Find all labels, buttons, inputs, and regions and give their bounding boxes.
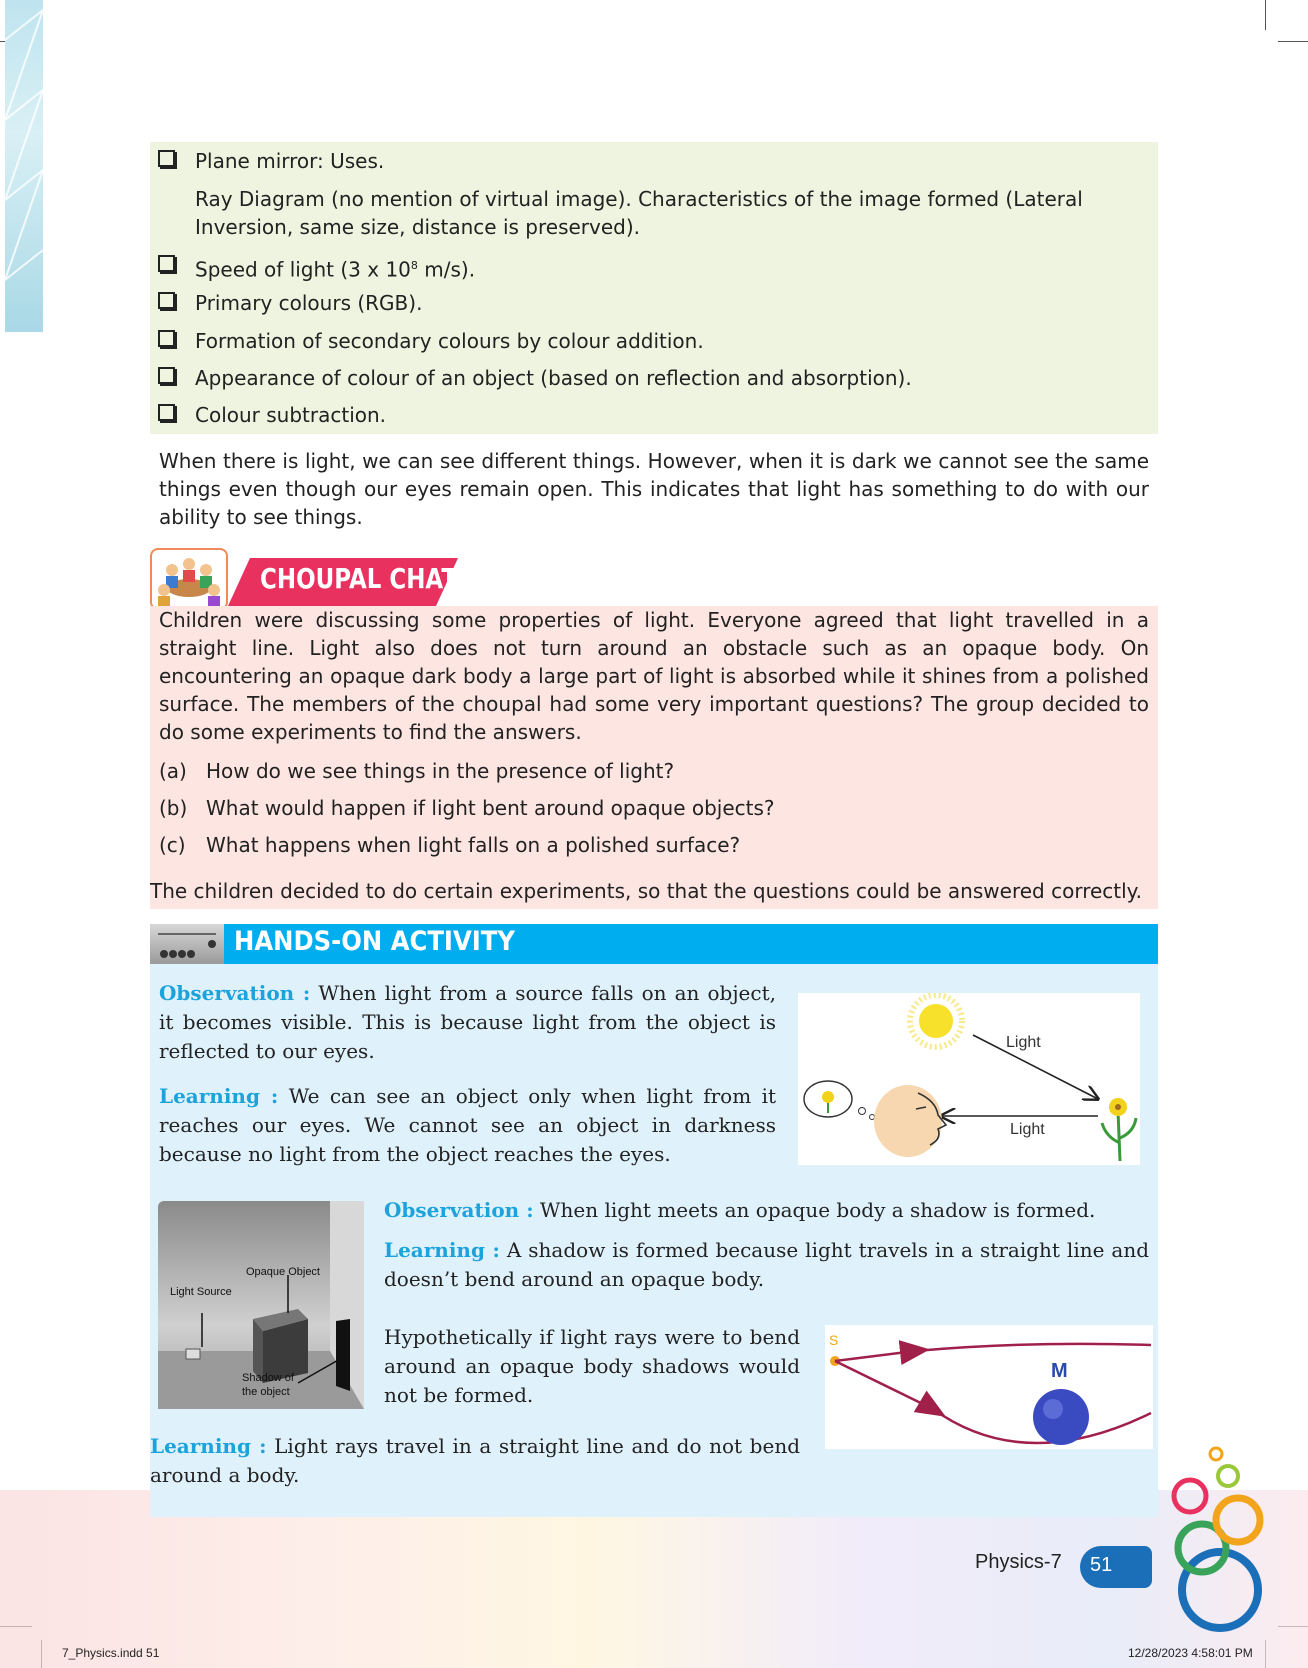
people-around-table-icon [152, 550, 226, 608]
syllabus-item [158, 291, 175, 315]
question-item [159, 794, 775, 822]
flower-icon [1102, 1098, 1136, 1161]
shadow-label-line1: Shadow of [242, 1372, 294, 1384]
syllabus-item-text: Primary colours (RGB). [195, 291, 423, 315]
file-name: 7_Physics.indd 51 [62, 1646, 160, 1660]
crop-mark [1278, 41, 1308, 42]
observation-text: When light from a source falls on an object, it becomes visible. This is because light from the object is reflected to our eyes. [159, 981, 776, 1063]
crop-mark [1265, 0, 1266, 30]
hands-on-title: HANDS-ON ACTIVITY [234, 926, 515, 957]
timestamp: 12/28/2023 4:58:01 PM [1128, 1646, 1253, 1660]
intro-paragraph: When there is light, we can see different things. However, when it is dark we cannot see the same things even though our eyes remain open. This indicates that light has something to do with our ability to see things. [159, 449, 1149, 529]
syllabus-item-text: Formation of secondary colours by colour addition. [195, 329, 704, 353]
learning-label: Learning : [150, 1434, 267, 1458]
source-label: S [829, 1332, 839, 1348]
light-source-label: Light Source [170, 1286, 232, 1298]
question-text: What would happen if light bent around opaque objects? [206, 796, 775, 820]
speed-text: Speed of light (3 x 10 [195, 257, 411, 282]
question-item [159, 757, 674, 785]
bending-rays-diagram [825, 1325, 1153, 1449]
bending-rays-figure [825, 1325, 1153, 1449]
hypothesis-paragraph: Hypothetically if light rays were to bend around an opaque body shadows would not be formed. [384, 1325, 800, 1407]
checkbox-bullet-icon [158, 150, 175, 167]
learning-2 [384, 1236, 1149, 1294]
checkbox-bullet-icon [158, 330, 175, 347]
learning-text: A shadow is formed because light travels in a straight line and doesn’t bend around an opaque body. [384, 1238, 1150, 1291]
decorative-rings [1150, 1440, 1300, 1640]
mirror-note: Ray Diagram (no mention of virtual image). Characteristics of the image formed (Lateral Inversion, same size, distance is preserved). [195, 187, 1083, 239]
syllabus-item-text: Appearance of colour of an object (based on reflection and absorption). [195, 366, 912, 390]
learning-3 [150, 1432, 800, 1490]
syllabus-item [158, 329, 175, 353]
shadow-label-line2: the object [242, 1386, 290, 1398]
syllabus-item [158, 254, 175, 278]
syllabus-item [158, 149, 175, 173]
speed-unit: m/s). [417, 257, 476, 282]
learning-label: Learning : [159, 1084, 279, 1108]
question-text: What happens when light falls on a polished surface? [206, 833, 741, 857]
choupal-conclusion: The children decided to do certain experiments, so that the questions could be answered correctly. [150, 879, 1143, 903]
syllabus-item-text: Plane mirror: Uses. [195, 149, 385, 173]
opaque-object-label: Opaque Object [246, 1266, 320, 1278]
learning-1 [159, 1082, 776, 1169]
shadow-figure [158, 1201, 364, 1409]
observation-1 [159, 979, 776, 1066]
checkbox-bullet-icon [158, 292, 175, 309]
mass-label: M [1051, 1360, 1068, 1382]
page-number: 51 [1090, 1554, 1113, 1576]
checkbox-bullet-icon [158, 404, 175, 421]
newtons-cradle-image [150, 924, 224, 964]
light-label-bottom: Light [1010, 1121, 1045, 1138]
sun-flower-eye-diagram [798, 993, 1140, 1165]
syllabus-item-text: Colour subtraction. [195, 403, 387, 427]
observation-label: Observation : [159, 981, 311, 1005]
observation-text: When light meets an opaque body a shadow is formed. [533, 1198, 1096, 1222]
syllabus-item [158, 366, 175, 390]
sun-icon [910, 995, 962, 1047]
choupal-title: CHOUPAL CHAT [260, 562, 458, 595]
learning-text: We can see an object only when light from it reaches our eyes. We cannot see an object in darkness because no light from the object reaches the eyes. [159, 1084, 777, 1166]
question-label: (c) [159, 833, 186, 857]
seeing-object-figure [798, 993, 1140, 1165]
exponent: 8 [410, 259, 418, 272]
syllabus-item-text [195, 252, 475, 284]
question-label: (b) [159, 796, 188, 820]
light-label-top: Light [1006, 1034, 1041, 1051]
observation-2 [384, 1196, 1149, 1225]
learning-label: Learning : [384, 1238, 500, 1262]
learning-text: Light rays travel in a straight line and do not bend around a body. [150, 1434, 801, 1487]
newtons-cradle-icon [150, 924, 224, 964]
question-text: How do we see things in the presence of light? [206, 759, 675, 783]
decorative-side-strip [5, 0, 43, 332]
question-item [159, 831, 740, 859]
choupal-paragraph: Children were discussing some properties of light. Everyone agreed that light travelled in a straight line. Light also does not turn around an obstacle such as an opaque body. On encountering an opaque dark body a large part of light is absorbed while it shines from a polished surface. The members of the choupal had some very important questions? The group decided to do some experiments to find the answers. [159, 608, 1149, 744]
syllabus-item [158, 403, 175, 427]
book-label: Physics-7 [975, 1551, 1062, 1573]
observation-label: Observation : [384, 1198, 534, 1222]
decorative-lines [5, 0, 43, 332]
thought-bubble-icon [804, 1081, 875, 1120]
checkbox-bullet-icon [158, 367, 175, 384]
question-label: (a) [159, 759, 187, 783]
shadow-room-diagram [158, 1201, 364, 1409]
choupal-group-icon [150, 548, 228, 610]
face-icon [874, 1085, 946, 1157]
checkbox-bullet-icon [158, 255, 175, 272]
